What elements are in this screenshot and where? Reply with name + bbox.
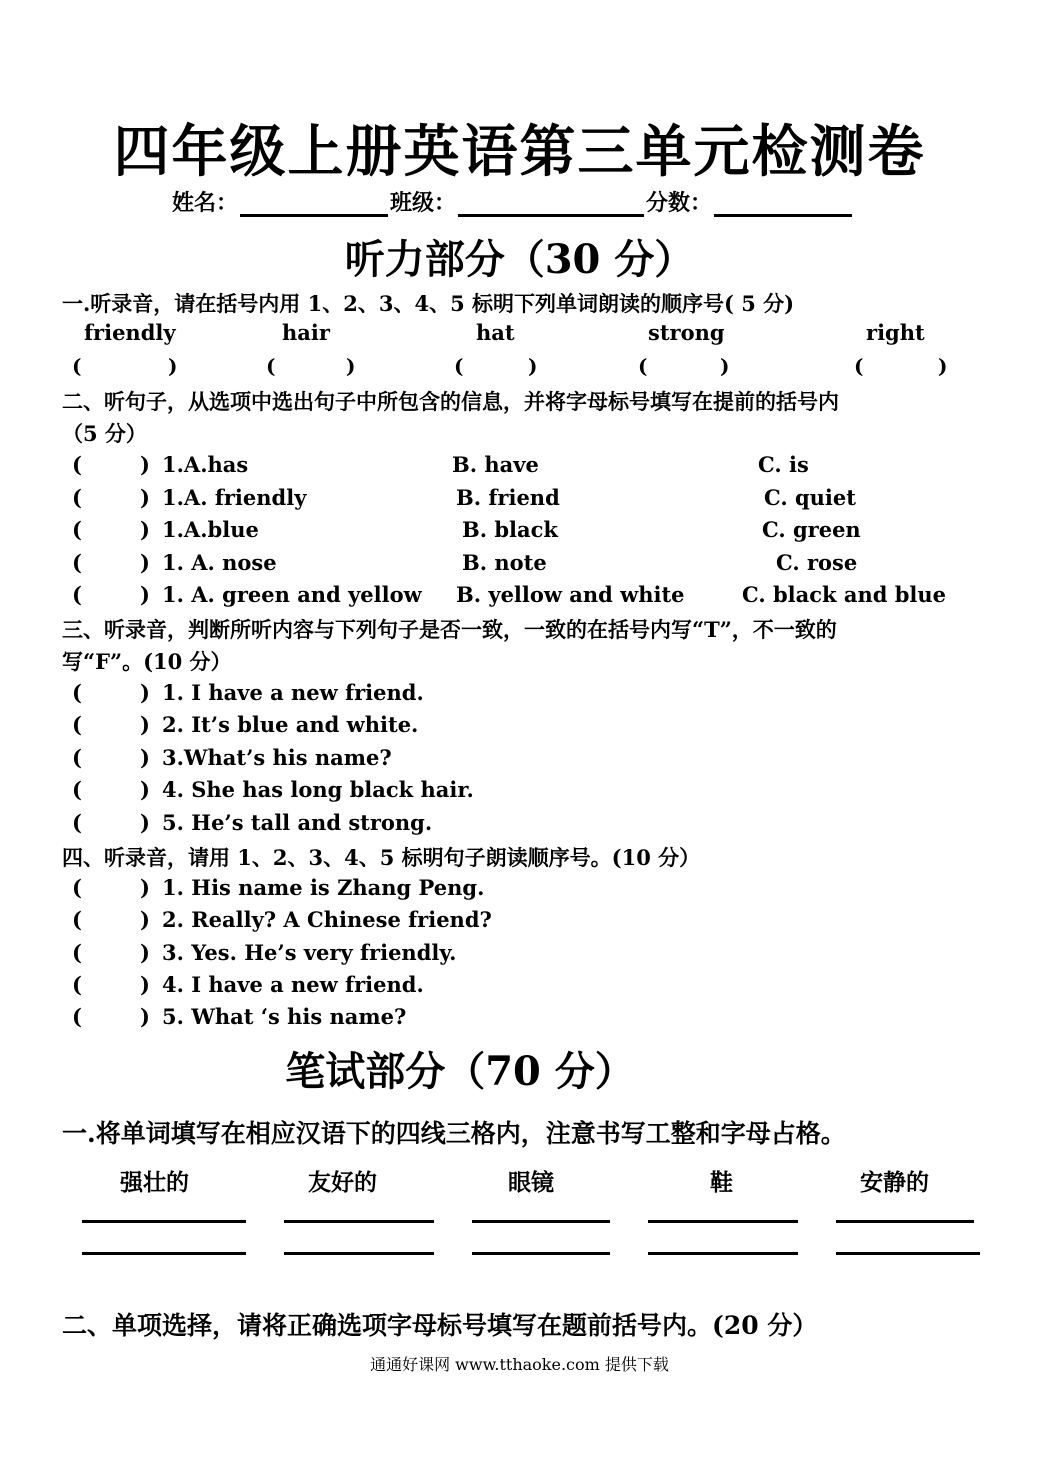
- q2-option-a: 1. A. nose: [162, 550, 277, 575]
- q3-row: [72, 745, 672, 773]
- writing-word: 安静的: [860, 1169, 929, 1196]
- answer-paren-open: (: [72, 517, 82, 542]
- q2-option-a: 1. A. green and yellow: [162, 582, 422, 607]
- q2-row: [72, 452, 972, 480]
- answer-paren-close: ): [720, 354, 730, 378]
- answer-paren-open: (: [72, 485, 82, 510]
- answer-paren-open: (: [72, 940, 82, 965]
- q3-sentence: 1. I have a new friend.: [162, 680, 424, 705]
- answer-paren-close: ): [140, 810, 150, 835]
- listening-q2-instruction-cont: （5 分）: [62, 421, 147, 446]
- answer-paren-close: ): [140, 777, 150, 802]
- writing-line-top[interactable]: [284, 1220, 434, 1223]
- answer-paren-close: ): [140, 907, 150, 932]
- q3-row: [72, 777, 672, 805]
- answer-paren-open: (: [638, 354, 648, 378]
- answer-paren-close: ): [140, 940, 150, 965]
- q3-sentence: 2. It’s blue and white.: [162, 712, 419, 737]
- answer-paren-open: (: [72, 354, 82, 378]
- listening-q1-instruction: 一.听录音，请在括号内用 1、2、3、4、5 标明下列单词朗读的顺序号( 5 分): [62, 291, 795, 316]
- q2-option-b: B. have: [452, 452, 539, 477]
- q3-row: [72, 680, 672, 708]
- answer-paren-close: ): [140, 517, 150, 542]
- q4-row: [72, 940, 672, 968]
- answer-paren-close: ): [140, 485, 150, 510]
- q2-option-a: 1.A. friendly: [162, 485, 307, 510]
- answer-paren-close: ): [140, 680, 150, 705]
- q2-option-b: B. yellow and white: [456, 582, 685, 607]
- q2-row: [72, 517, 972, 545]
- writing-word: 友好的: [308, 1169, 377, 1196]
- answer-paren-open: (: [72, 582, 82, 607]
- student-info-line: [172, 186, 854, 220]
- q3-sentence: 4. She has long black hair.: [162, 777, 474, 802]
- answer-paren-open: (: [266, 354, 276, 378]
- q4-row: [72, 1004, 672, 1032]
- writing-line-top[interactable]: [648, 1220, 798, 1223]
- writing-word: 强壮的: [120, 1169, 189, 1196]
- q2-option-c: C. is: [758, 452, 809, 477]
- writing-line-top[interactable]: [82, 1220, 246, 1223]
- answer-paren-open: (: [72, 712, 82, 737]
- q1-word: strong: [648, 320, 725, 345]
- listening-heading: 听力部分（30 分）: [344, 236, 695, 283]
- q4-sentence: 3. Yes. He’s very friendly.: [162, 940, 457, 965]
- footer-text: 通通好课网 www.tthaoke.com 提供下载: [370, 1355, 669, 1374]
- answer-paren-open: (: [72, 680, 82, 705]
- q3-row: [72, 712, 672, 740]
- answer-paren-open: (: [72, 1004, 82, 1029]
- q3-row: [72, 810, 672, 838]
- q2-option-b: B. note: [462, 550, 547, 575]
- listening-q3-instruction: 三、听录音，判断所听内容与下列句子是否一致，一致的在括号内写“T”，不一致的: [62, 617, 837, 642]
- answer-paren-close: ): [140, 452, 150, 477]
- score-label: 分数：: [646, 190, 713, 216]
- answer-paren-close: ): [346, 354, 356, 378]
- q1-word: friendly: [84, 320, 176, 345]
- q2-option-b: B. friend: [456, 485, 560, 510]
- q3-sentence: 3.What’s his name?: [162, 745, 392, 770]
- q4-sentence: 2. Really? A Chinese friend?: [162, 907, 492, 932]
- writing-line-bottom[interactable]: [472, 1252, 610, 1255]
- answer-paren-close: ): [528, 354, 538, 378]
- answer-paren-open: (: [454, 354, 464, 378]
- answer-paren-close: ): [938, 354, 948, 378]
- writing-q2-instruction: 二、单项选择，请将正确选项字母标号填写在题前括号内。(20 分）: [62, 1311, 818, 1340]
- listening-q4-instruction: 四、听录音，请用 1、2、3、4、5 标明句子朗读顺序号。(10 分）: [62, 845, 701, 870]
- answer-paren-open: (: [72, 907, 82, 932]
- class-label: 班级：: [390, 190, 457, 216]
- name-label: 姓名：: [172, 190, 239, 216]
- name-blank[interactable]: [240, 188, 388, 217]
- answer-paren-open: (: [72, 452, 82, 477]
- listening-q3-instruction-cont: 写“F”。(10 分）: [62, 649, 232, 674]
- answer-paren-close: ): [140, 875, 150, 900]
- q1-word: hat: [476, 320, 515, 345]
- writing-line-bottom[interactable]: [648, 1252, 798, 1255]
- answer-paren-open: (: [72, 810, 82, 835]
- q1-word: right: [866, 320, 925, 345]
- answer-paren-open: (: [72, 875, 82, 900]
- q2-option-c: C. green: [762, 517, 861, 542]
- answer-paren-close: ): [140, 1004, 150, 1029]
- answer-paren-close: ): [140, 712, 150, 737]
- writing-line-bottom[interactable]: [836, 1252, 980, 1255]
- q2-option-c: C. quiet: [764, 485, 856, 510]
- answer-paren-close: ): [140, 745, 150, 770]
- writing-word: 鞋: [710, 1169, 733, 1196]
- answer-paren-close: ): [168, 354, 178, 378]
- answer-paren-open: (: [72, 550, 82, 575]
- q2-row: [72, 550, 972, 578]
- listening-q2-instruction: 二、听句子，从选项中选出句子中所包含的信息，并将字母标号填写在提前的括号内: [62, 389, 839, 414]
- q2-option-c: C. rose: [776, 550, 858, 575]
- q2-option-a: 1.A.blue: [162, 517, 259, 542]
- answer-paren-close: ): [140, 582, 150, 607]
- answer-paren-open: (: [854, 354, 864, 378]
- q2-option-b: B. black: [462, 517, 558, 542]
- q2-option-c: C. black and blue: [742, 582, 947, 607]
- q3-sentence: 5. He’s tall and strong.: [162, 810, 433, 835]
- q2-row: [72, 582, 972, 610]
- q1-word: hair: [282, 320, 330, 345]
- q2-row: [72, 485, 972, 513]
- q4-sentence: 4. I have a new friend.: [162, 972, 424, 997]
- q4-row: [72, 972, 672, 1000]
- answer-paren-open: (: [72, 972, 82, 997]
- writing-line-bottom[interactable]: [284, 1252, 434, 1255]
- writing-word: 眼镜: [508, 1169, 554, 1196]
- writing-line-top[interactable]: [836, 1220, 974, 1223]
- score-blank[interactable]: [714, 188, 852, 217]
- answer-paren-close: ): [140, 550, 150, 575]
- q4-row: [72, 875, 672, 903]
- writing-line-bottom[interactable]: [82, 1252, 246, 1255]
- writing-line-top[interactable]: [472, 1220, 610, 1223]
- q4-sentence: 1. His name is Zhang Peng.: [162, 875, 485, 900]
- class-blank[interactable]: [458, 188, 644, 217]
- writing-q1-instruction: 一.将单词填写在相应汉语下的四线三格内，注意书写工整和字母占格。: [62, 1119, 846, 1148]
- page-title: 四年级上册英语第三单元检测卷: [113, 119, 926, 185]
- q4-sentence: 5. What ‘s his name?: [162, 1004, 407, 1029]
- q4-row: [72, 907, 672, 935]
- q2-option-a: 1.A.has: [162, 452, 249, 477]
- answer-paren-close: ): [140, 972, 150, 997]
- answer-paren-open: (: [72, 745, 82, 770]
- answer-paren-open: (: [72, 777, 82, 802]
- writing-heading: 笔试部分（70 分）: [285, 1048, 635, 1095]
